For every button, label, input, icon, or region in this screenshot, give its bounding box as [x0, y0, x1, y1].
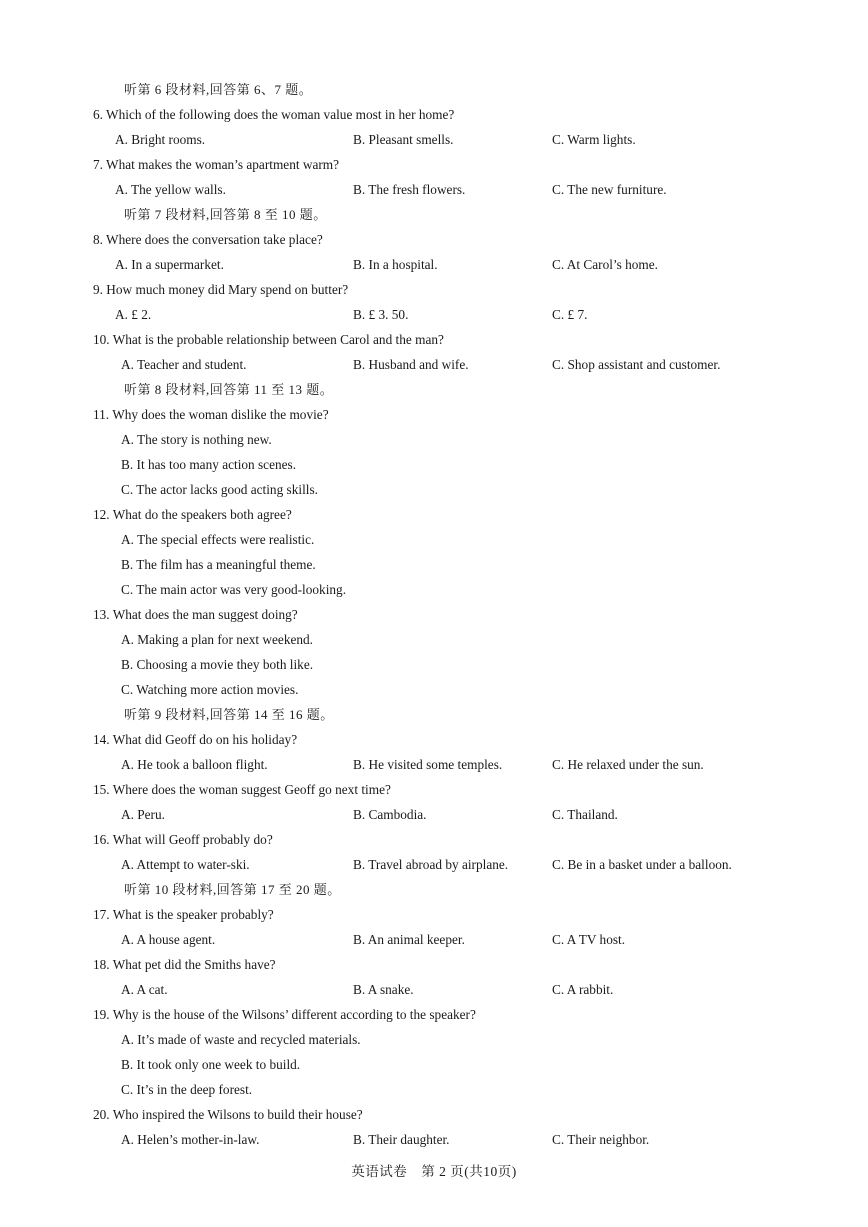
question-16: 16. What will Geoff probably do? — [93, 832, 273, 847]
section-header-8: 听第 8 段材料,回答第 11 至 13 题。 — [124, 382, 334, 397]
question-10-options — [121, 356, 721, 374]
question-15-options — [121, 806, 618, 824]
question-17: 17. What is the speaker probably? — [93, 907, 274, 922]
option-c: C. At Carol’s home. — [552, 257, 659, 272]
page-footer: 英语试卷 第 2 页(共10页) — [351, 1164, 517, 1179]
option-a: A. Helen’s mother-in-law. — [121, 1132, 260, 1147]
option-b: B. Cambodia. — [353, 807, 427, 822]
question-19-option-a: A. It’s made of waste and recycled materials. — [121, 1032, 361, 1047]
question-11-option-c: C. The actor lacks good acting skills. — [121, 482, 318, 497]
question-20: 20. Who inspired the Wilsons to build their house? — [93, 1107, 363, 1122]
option-a: A. A house agent. — [121, 932, 216, 947]
question-19-option-c: C. It’s in the deep forest. — [121, 1082, 253, 1097]
question-9-options — [115, 306, 588, 324]
question-8-options — [115, 256, 659, 274]
question-8: 8. Where does the conversation take place? — [93, 232, 323, 247]
option-c: C. £ 7. — [552, 307, 588, 322]
question-16-options — [121, 856, 732, 874]
question-13-option-a: A. Making a plan for next weekend. — [121, 632, 314, 647]
section-header-6: 听第 6 段材料,回答第 6、7 题。 — [124, 82, 313, 97]
option-a: A. He took a balloon flight. — [121, 757, 268, 772]
question-9: 9. How much money did Mary spend on butter? — [93, 282, 349, 297]
option-a: A. A cat. — [121, 982, 168, 997]
option-a: A. Peru. — [121, 807, 165, 822]
question-12-option-c: C. The main actor was very good-looking. — [121, 582, 347, 597]
option-c: C. Warm lights. — [552, 132, 636, 147]
question-15: 15. Where does the woman suggest Geoff go next time? — [93, 782, 391, 797]
question-19: 19. Why is the house of the Wilsons’ different according to the speaker? — [93, 1007, 476, 1022]
option-c: C. A rabbit. — [552, 982, 614, 997]
option-a: A. In a supermarket. — [115, 257, 224, 272]
section-header-7: 听第 7 段材料,回答第 8 至 10 题。 — [124, 207, 327, 222]
question-12: 12. What do the speakers both agree? — [93, 507, 292, 522]
question-19-option-b: B. It took only one week to build. — [121, 1057, 301, 1072]
option-a: A. £ 2. — [115, 307, 152, 322]
question-13: 13. What does the man suggest doing? — [93, 607, 298, 622]
option-a: A. Bright rooms. — [115, 132, 206, 147]
question-14-options — [121, 756, 704, 774]
option-c: C. Thailand. — [552, 807, 618, 822]
question-17-options — [121, 931, 626, 949]
option-b: B. A snake. — [353, 982, 414, 997]
question-6-options — [115, 131, 636, 149]
question-11: 11. Why does the woman dislike the movie? — [93, 407, 329, 422]
option-c: C. Their neighbor. — [552, 1132, 650, 1147]
option-b: B. Pleasant smells. — [353, 132, 454, 147]
option-c: C. He relaxed under the sun. — [552, 757, 704, 772]
question-13-option-b: B. Choosing a movie they both like. — [121, 657, 314, 672]
option-b: B. In a hospital. — [353, 257, 438, 272]
option-c: C. Shop assistant and customer. — [552, 357, 721, 372]
option-b: B. He visited some temples. — [353, 757, 503, 772]
section-header-10: 听第 10 段材料,回答第 17 至 20 题。 — [124, 882, 341, 897]
question-18: 18. What pet did the Smiths have? — [93, 957, 276, 972]
option-b: B. The fresh flowers. — [353, 182, 466, 197]
question-7-options — [115, 181, 667, 199]
question-18-options — [121, 981, 614, 999]
option-b: B. £ 3. 50. — [353, 307, 409, 322]
question-12-option-b: B. The film has a meaningful theme. — [121, 557, 316, 572]
option-a: A. The yellow walls. — [115, 182, 226, 197]
question-6: 6. Which of the following does the woman value most in her home? — [93, 107, 455, 122]
question-11-option-b: B. It has too many action scenes. — [121, 457, 297, 472]
option-b: B. Husband and wife. — [353, 357, 469, 372]
question-10: 10. What is the probable relationship between Carol and the man? — [93, 332, 444, 347]
option-a: A. Attempt to water-ski. — [121, 857, 250, 872]
question-11-option-a: A. The story is nothing new. — [121, 432, 272, 447]
question-7: 7. What makes the woman’s apartment warm? — [93, 157, 340, 172]
option-c: C. A TV host. — [552, 932, 626, 947]
question-14: 14. What did Geoff do on his holiday? — [93, 732, 298, 747]
question-13-option-c: C. Watching more action movies. — [121, 682, 299, 697]
option-c: C. Be in a basket under a balloon. — [552, 857, 732, 872]
option-c: C. The new furniture. — [552, 182, 667, 197]
option-b: B. Travel abroad by airplane. — [353, 857, 509, 872]
question-20-options — [121, 1131, 650, 1149]
option-b: B. Their daughter. — [353, 1132, 450, 1147]
question-12-option-a: A. The special effects were realistic. — [121, 532, 315, 547]
option-b: B. An animal keeper. — [353, 932, 465, 947]
option-a: A. Teacher and student. — [121, 357, 247, 372]
section-header-9: 听第 9 段材料,回答第 14 至 16 题。 — [124, 707, 334, 722]
